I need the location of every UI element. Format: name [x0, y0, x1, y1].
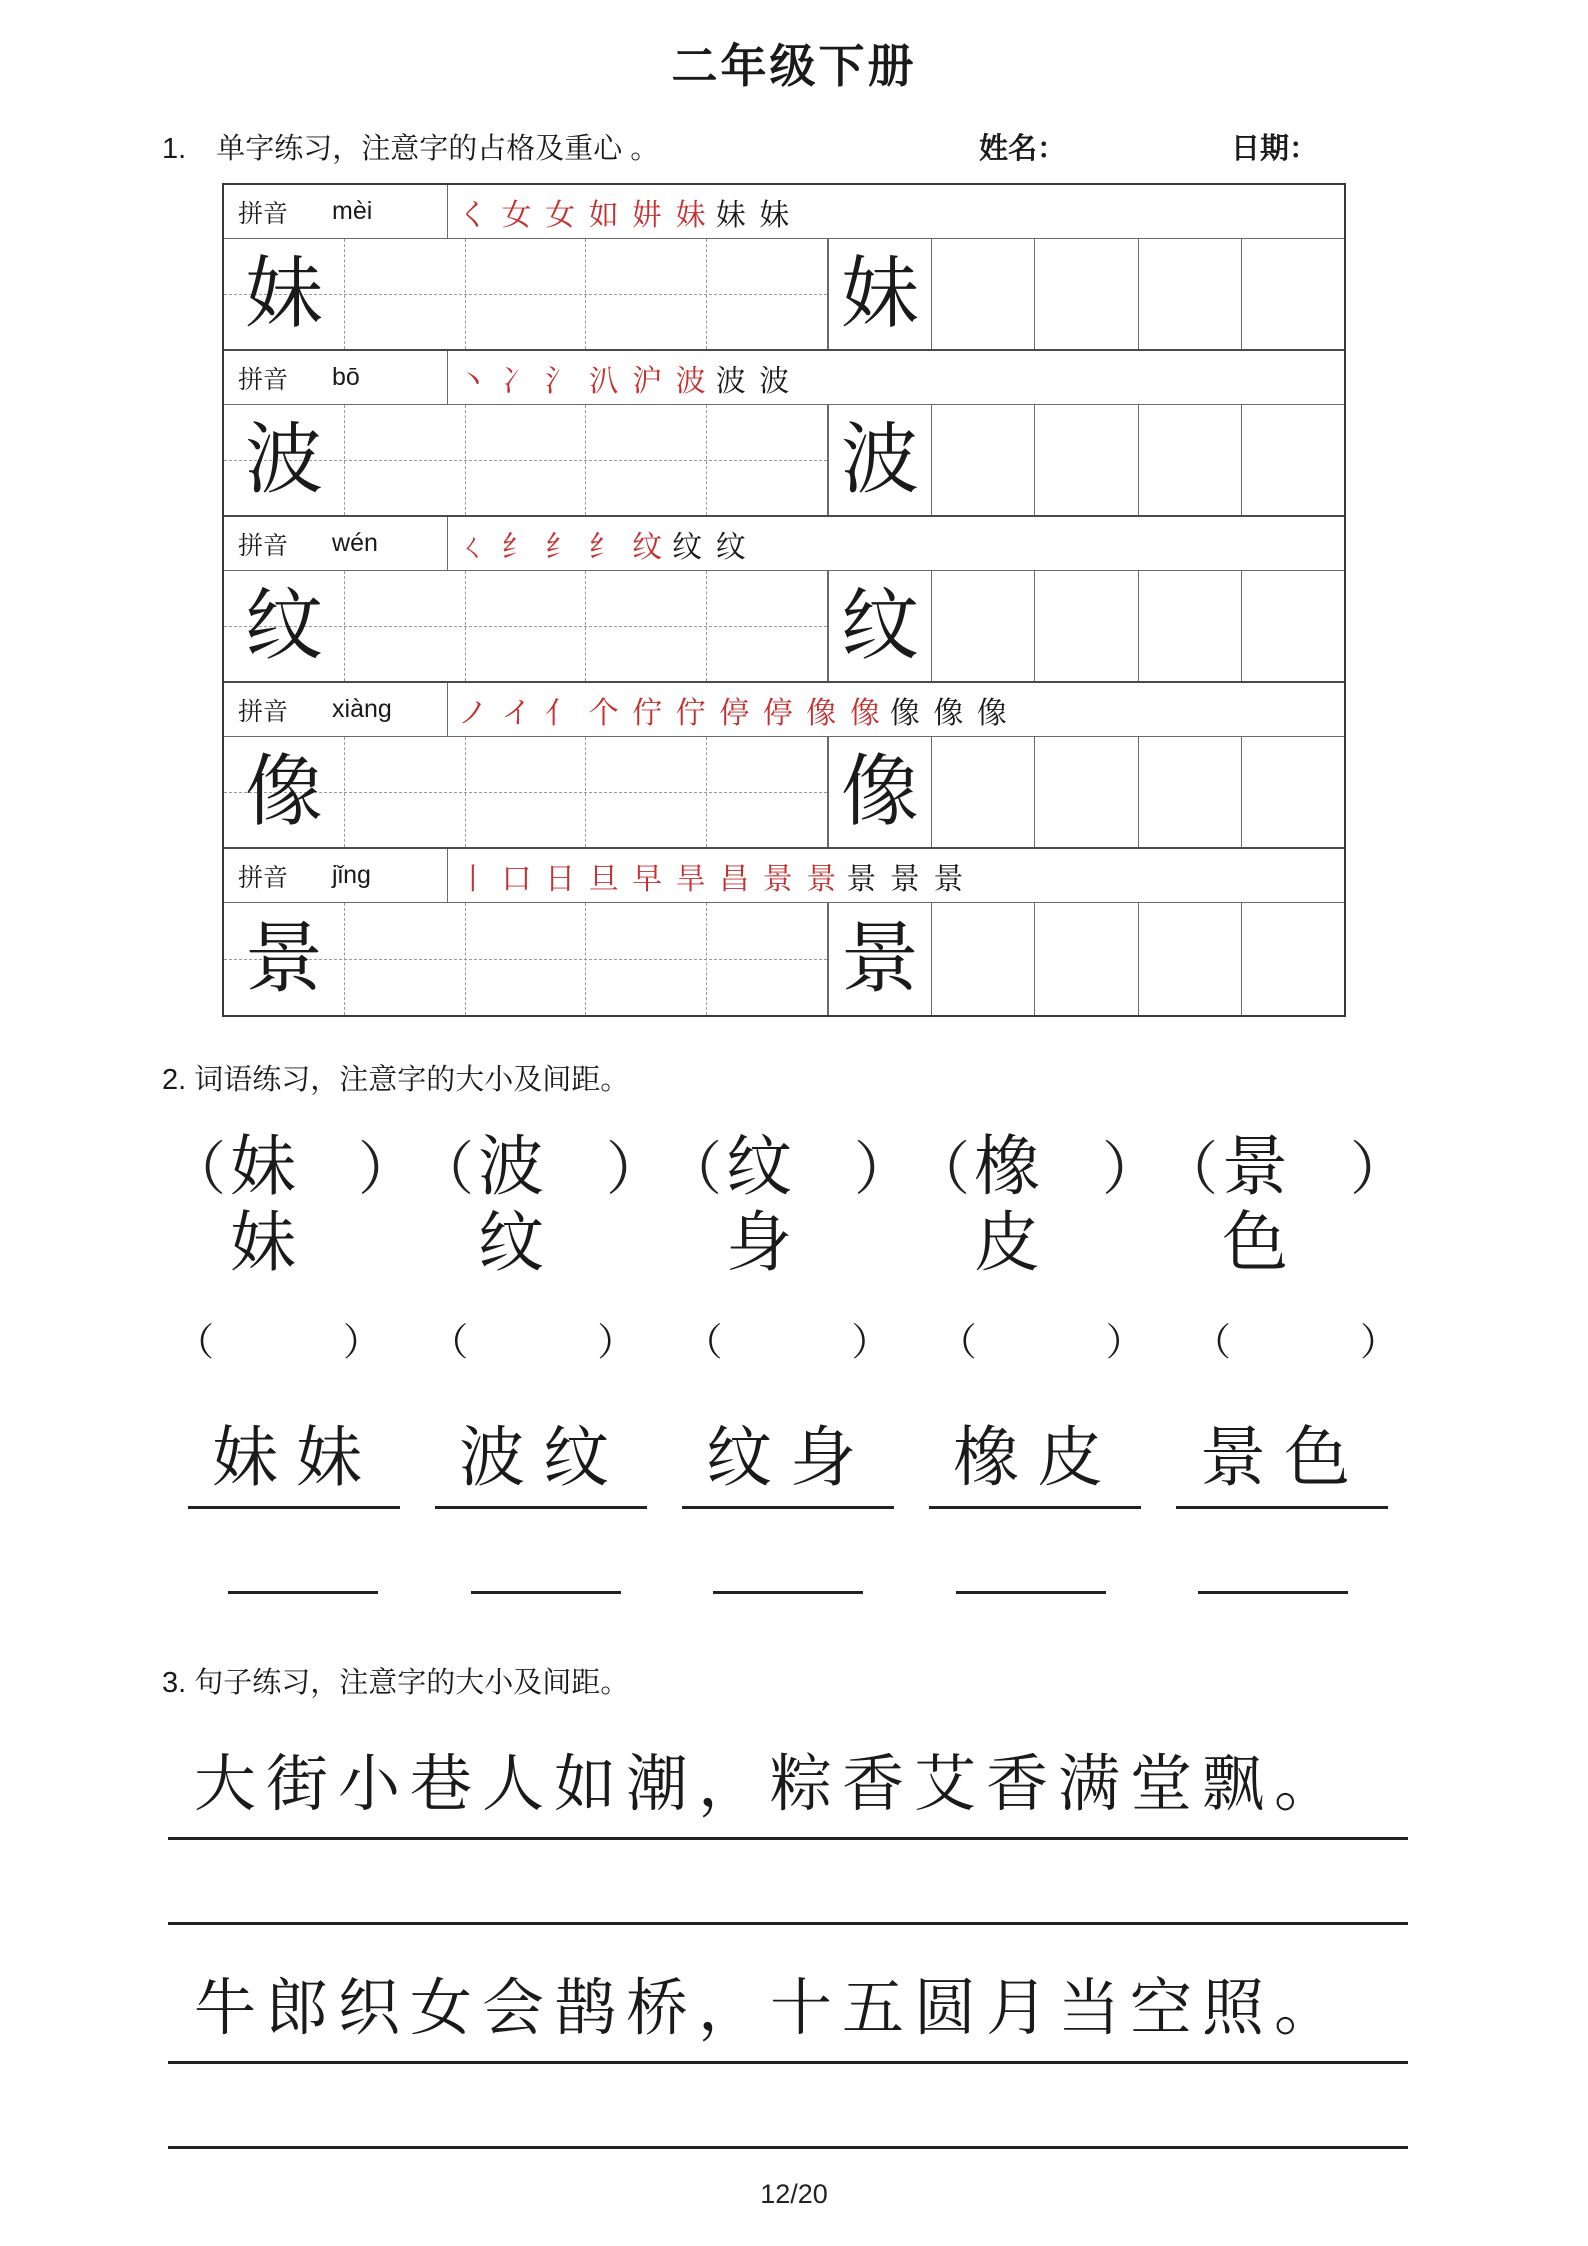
stroke-order-black: 景 景 景: [846, 861, 964, 897]
guide-cells: [224, 903, 829, 1015]
practice-cell: [707, 737, 827, 847]
practice-cell: [1139, 239, 1242, 349]
sentence-example: 大街小巷人如潮，粽香艾香满堂飘。: [168, 1739, 1408, 1840]
practice-cell: [1242, 903, 1344, 1015]
practice-cell: [345, 571, 466, 681]
practice-cell: [466, 903, 587, 1015]
practice-cell: [586, 239, 707, 349]
practice-cell: [829, 239, 932, 349]
pinyin-cell: [224, 351, 448, 404]
practice-cell: [345, 405, 466, 515]
empty-paren-group: [939, 1311, 1144, 1366]
open-paren: （: [176, 1321, 215, 1364]
name-label: 姓名：: [978, 133, 1066, 165]
word-group: [168, 1122, 416, 1281]
practice-cell: [707, 239, 827, 349]
empty-underline-row: [228, 1591, 1348, 1594]
pinyin-row: [224, 517, 1344, 571]
practice-row: [224, 405, 1344, 517]
stroke-sequence: [448, 517, 1344, 570]
practice-cell: [466, 239, 587, 349]
stroke-sequence: [448, 185, 1344, 238]
word-group: [416, 1122, 664, 1281]
pinyin-label: 拼音: [238, 863, 289, 892]
word-practice-row: [168, 1122, 1408, 1281]
open-paren: （: [168, 1135, 227, 1203]
practice-cell: [932, 239, 1035, 349]
practice-cell: [224, 405, 345, 515]
practice-cell: [224, 903, 345, 1015]
practice-cell: [1242, 239, 1344, 349]
pinyin-value: mèi: [332, 197, 373, 225]
practice-cell: [1139, 571, 1242, 681]
example-char: 波: [244, 415, 323, 505]
copy-cells: [829, 239, 1344, 349]
empty-paren-group: [1193, 1311, 1398, 1366]
close-paren: ）: [357, 1135, 416, 1203]
practice-cell: [829, 737, 932, 847]
practice-cell: [345, 903, 466, 1015]
stroke-order-black: 像 像 像: [889, 695, 1007, 731]
blank-sentence-line: [168, 1922, 1408, 1925]
guide-cells: [224, 571, 829, 681]
copy-cells: [829, 571, 1344, 681]
close-paren: ）: [342, 1321, 381, 1364]
pinyin-label: 拼音: [238, 531, 289, 560]
pinyin-cell: [224, 683, 448, 736]
word-example: 纹身: [726, 1128, 809, 1281]
example-char: 景: [840, 914, 919, 1004]
word-group: [1160, 1122, 1408, 1281]
pinyin-value: xiàng: [332, 695, 392, 723]
practice-cell: [466, 737, 587, 847]
practice-cell: [932, 405, 1035, 515]
char-block: [224, 351, 1344, 517]
practice-cell: [224, 737, 345, 847]
practice-cell: [829, 405, 932, 515]
pinyin-row: [224, 351, 1344, 405]
close-paren: ）: [853, 1135, 912, 1203]
word-example: 橡皮: [974, 1128, 1057, 1281]
practice-cell: [345, 239, 466, 349]
stroke-sequence: [448, 683, 1344, 736]
example-char: 像: [840, 747, 919, 837]
pinyin-cell: [224, 185, 448, 238]
guide-cells: [224, 239, 829, 349]
char-block: [224, 185, 1344, 351]
pinyin-row: [224, 185, 1344, 239]
pinyin-cell: [224, 517, 448, 570]
open-paren: （: [1160, 1135, 1219, 1203]
open-paren: （: [416, 1135, 475, 1203]
section1-heading-row: [162, 126, 1318, 167]
practice-cell: [1242, 405, 1344, 515]
blank-underline: [1198, 1591, 1348, 1594]
close-paren: ）: [1349, 1135, 1408, 1203]
practice-cell: [224, 239, 345, 349]
open-paren: （: [664, 1135, 723, 1203]
example-char: 波: [840, 415, 919, 505]
example-char: 妹: [840, 249, 919, 339]
empty-paren-row: [176, 1311, 1398, 1366]
pinyin-row: [224, 849, 1344, 903]
word-example: 景色: [1222, 1128, 1305, 1281]
word-example: 妹妹: [230, 1128, 313, 1281]
practice-cell: [932, 903, 1035, 1015]
close-paren: ）: [605, 1135, 664, 1203]
example-char: 景: [244, 914, 323, 1004]
page-number: 12/20: [760, 2179, 828, 2209]
stroke-order-red: 丶 冫 氵 汃 沪 波: [458, 363, 706, 399]
copy-cells: [829, 737, 1344, 847]
example-char: 纹: [840, 581, 919, 671]
char-block: [224, 517, 1344, 683]
practice-cell: [707, 405, 827, 515]
practice-row: [224, 737, 1344, 849]
example-char: 妹: [244, 249, 323, 339]
date-label: 日期：: [1230, 133, 1318, 165]
underlined-word: 景色: [1176, 1420, 1388, 1509]
open-paren: （: [938, 1321, 977, 1364]
blank-underline: [471, 1591, 621, 1594]
guide-cells: [224, 737, 829, 847]
open-paren: （: [684, 1321, 723, 1364]
underlined-word: 橡皮: [929, 1420, 1141, 1509]
sentence-example: 牛郎织女会鹊桥，十五圆月当空照。: [168, 1963, 1408, 2064]
practice-cell: [1035, 737, 1138, 847]
practice-cell: [586, 405, 707, 515]
empty-paren-group: [430, 1311, 635, 1366]
pinyin-value: bō: [332, 363, 360, 391]
stroke-order-red: ノ イ 亻 个 佇 佇 停 停 像 像: [458, 695, 880, 731]
practice-cell: [1035, 405, 1138, 515]
empty-paren-group: [685, 1311, 890, 1366]
word-example: 波纹: [478, 1128, 561, 1281]
example-char: 像: [244, 747, 323, 837]
close-paren: ）: [1101, 1135, 1160, 1203]
underlined-word: 波纹: [435, 1420, 647, 1509]
stroke-sequence: [448, 351, 1344, 404]
pinyin-value: jǐng: [332, 861, 371, 889]
practice-cell: [707, 903, 827, 1015]
open-paren: （: [1193, 1321, 1232, 1364]
blank-sentence-line: [168, 2146, 1408, 2149]
blank-underline: [228, 1591, 378, 1594]
practice-cell: [1139, 737, 1242, 847]
close-paren: ）: [851, 1321, 890, 1364]
blank-underline: [956, 1591, 1106, 1594]
practice-cell: [586, 737, 707, 847]
practice-cell: [932, 737, 1035, 847]
open-paren: （: [430, 1321, 469, 1364]
close-paren: ）: [1359, 1321, 1398, 1364]
open-paren: （: [912, 1135, 971, 1203]
practice-cell: [829, 571, 932, 681]
char-block: [224, 849, 1344, 1015]
word-group: [912, 1122, 1160, 1281]
pinyin-label: 拼音: [238, 199, 289, 228]
close-paren: ）: [597, 1321, 636, 1364]
practice-cell: [1035, 903, 1138, 1015]
underlined-word: 纹身: [682, 1420, 894, 1509]
practice-cell: [932, 571, 1035, 681]
practice-cell: [345, 737, 466, 847]
practice-cell: [1035, 239, 1138, 349]
practice-cell: [1242, 737, 1344, 847]
page-title: 二年级下册: [671, 40, 917, 92]
stroke-order-red: 丨 口 日 旦 早 旱 昌 景 景: [458, 861, 837, 897]
empty-paren-group: [176, 1311, 381, 1366]
practice-cell: [1139, 903, 1242, 1015]
pinyin-value: wén: [332, 529, 378, 557]
practice-cell: [1139, 405, 1242, 515]
character-practice-table: [222, 183, 1346, 1017]
stroke-order-black: 妹 妹: [715, 197, 790, 233]
practice-cell: [466, 571, 587, 681]
close-paren: ）: [1105, 1321, 1144, 1364]
char-block: [224, 683, 1344, 849]
practice-cell: [586, 903, 707, 1015]
practice-row: [224, 903, 1344, 1015]
guide-cells: [224, 405, 829, 515]
practice-cell: [829, 903, 932, 1015]
pinyin-row: [224, 683, 1344, 737]
copy-cells: [829, 903, 1344, 1015]
stroke-order-black: 波 波: [715, 363, 790, 399]
stroke-order-red: く 女 女 如 妌 妹: [458, 197, 706, 233]
underlined-word-row: [188, 1420, 1388, 1509]
section3-heading: 3. 句子练习，注意字的大小及间距。: [162, 1666, 630, 1699]
practice-row: [224, 239, 1344, 351]
practice-cell: [586, 571, 707, 681]
practice-cell: [707, 571, 827, 681]
underlined-word: 妹妹: [188, 1420, 400, 1509]
practice-cell: [1035, 571, 1138, 681]
stroke-order-black: 纹 纹: [672, 529, 746, 565]
example-char: 纹: [244, 581, 323, 671]
practice-cell: [1242, 571, 1344, 681]
word-group: [664, 1122, 912, 1281]
practice-row: [224, 571, 1344, 683]
copy-cells: [829, 405, 1344, 515]
section1-heading: 单字练习，注意字的占格及重心 。: [216, 133, 660, 165]
pinyin-cell: [224, 849, 448, 902]
section1-number: 1.: [162, 133, 187, 165]
practice-cell: [466, 405, 587, 515]
stroke-order-red: ㄑ 纟 纟 纟 纹: [458, 529, 663, 565]
pinyin-label: 拼音: [238, 365, 289, 394]
pinyin-label: 拼音: [238, 697, 289, 726]
stroke-sequence: [448, 849, 1344, 902]
practice-cell: [224, 571, 345, 681]
section2-heading: 2. 词语练习，注意字的大小及间距。: [162, 1064, 630, 1096]
blank-underline: [713, 1591, 863, 1594]
